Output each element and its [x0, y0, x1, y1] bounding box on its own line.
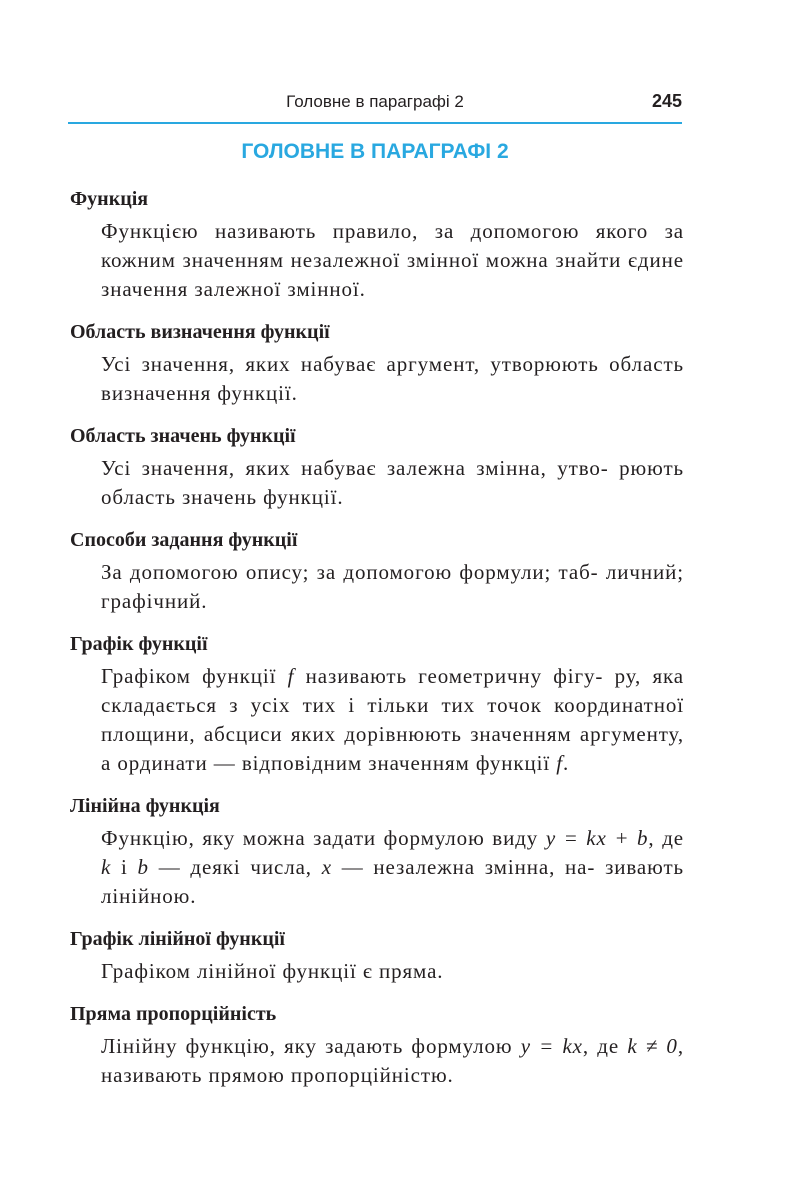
def-line: рюють область значень функції.: [101, 456, 684, 509]
def-line: за кожним значенням незалежної змінної можна: [101, 219, 684, 272]
summary-content: [70, 185, 684, 1104]
term-heading: Графік лінійної функції: [70, 928, 285, 950]
term-definition: [101, 662, 684, 778]
section-domain: [70, 318, 684, 408]
term-definition: [101, 957, 684, 986]
def-text: і: [121, 855, 128, 879]
def-text: .: [563, 751, 570, 775]
def-text: Графіком функції: [101, 664, 277, 688]
section-direct-proportion: [70, 1000, 684, 1090]
math-symbol: b: [137, 855, 149, 879]
section-linear: [70, 792, 684, 911]
page-header: [68, 88, 682, 124]
def-text: називають геометричну фігу-: [305, 664, 604, 688]
def-line: За допомогою опису; за допомогою формули; таб-: [101, 560, 599, 584]
running-title: Головне в параграфі 2: [286, 92, 464, 111]
def-line: Усі значення, яких набуває аргумент, утворюють: [101, 352, 599, 376]
def-text: значенням функції: [368, 751, 551, 775]
term-heading: Лінійна функція: [70, 795, 220, 817]
def-text: зивають лінійною.: [101, 855, 685, 908]
term-heading: Область значень функції: [70, 425, 296, 447]
def-line: область визначення функції.: [101, 352, 684, 405]
math-symbol: f: [287, 664, 295, 688]
term-definition: [101, 454, 684, 512]
term-definition: [101, 824, 684, 911]
def-text: значенням аргументу, а ординати — відповідним: [101, 722, 684, 775]
term-heading: Область визначення функції: [70, 321, 330, 343]
math-formula: k ≠ 0: [627, 1034, 678, 1058]
def-line: Усі значення, яких набуває залежна змінна, утво-: [101, 456, 609, 480]
chapter-title: ГОЛОВНЕ В ПАРАГРАФІ 2: [241, 140, 509, 163]
term-heading: Пряма пропорційність: [70, 1003, 277, 1025]
term-definition: [101, 350, 684, 408]
term-definition: [101, 217, 684, 304]
section-function: [70, 185, 684, 304]
def-line: Функцією називають правило, за допомогою якого: [101, 219, 649, 243]
def-text: Лінійну функцію, яку задають формулою: [101, 1034, 513, 1058]
def-text: координатної площини, абсциси яких дорівнюють: [101, 693, 684, 746]
section-graph: [70, 630, 684, 778]
math-formula: y = kx + b: [545, 826, 649, 850]
section-range: [70, 422, 684, 512]
def-line: знайти єдине значення залежної змінної.: [101, 248, 684, 301]
def-text: — незалежна змінна, на-: [341, 855, 596, 879]
def-line: личний; графічний.: [101, 560, 684, 613]
def-text: , де: [582, 1034, 620, 1058]
term-heading: Графік функції: [70, 633, 208, 655]
def-text: Функцію, яку можна задати формулою виду: [101, 826, 539, 850]
def-line: Графіком лінійної функції є пряма.: [101, 959, 444, 983]
def-text: ру, яка складається з усіх тих і тільки тих точок: [101, 664, 685, 717]
def-text: — деякі числа,: [158, 855, 312, 879]
def-text: , називають прямою пропорційністю.: [101, 1034, 684, 1087]
term-definition: [101, 558, 684, 616]
section-linear-graph: [70, 925, 684, 986]
def-text: де: [662, 826, 684, 850]
section-ways: [70, 526, 684, 616]
math-symbol: x: [321, 855, 332, 879]
math-formula: y = kx: [520, 1034, 583, 1058]
page-number: 245: [651, 91, 682, 111]
math-symbol: k: [101, 855, 112, 879]
term-heading: Функція: [70, 188, 149, 210]
def-text: ,: [648, 826, 655, 850]
term-definition: [101, 1032, 684, 1090]
math-symbol: f: [556, 751, 563, 775]
term-heading: Способи задання функції: [70, 529, 298, 551]
